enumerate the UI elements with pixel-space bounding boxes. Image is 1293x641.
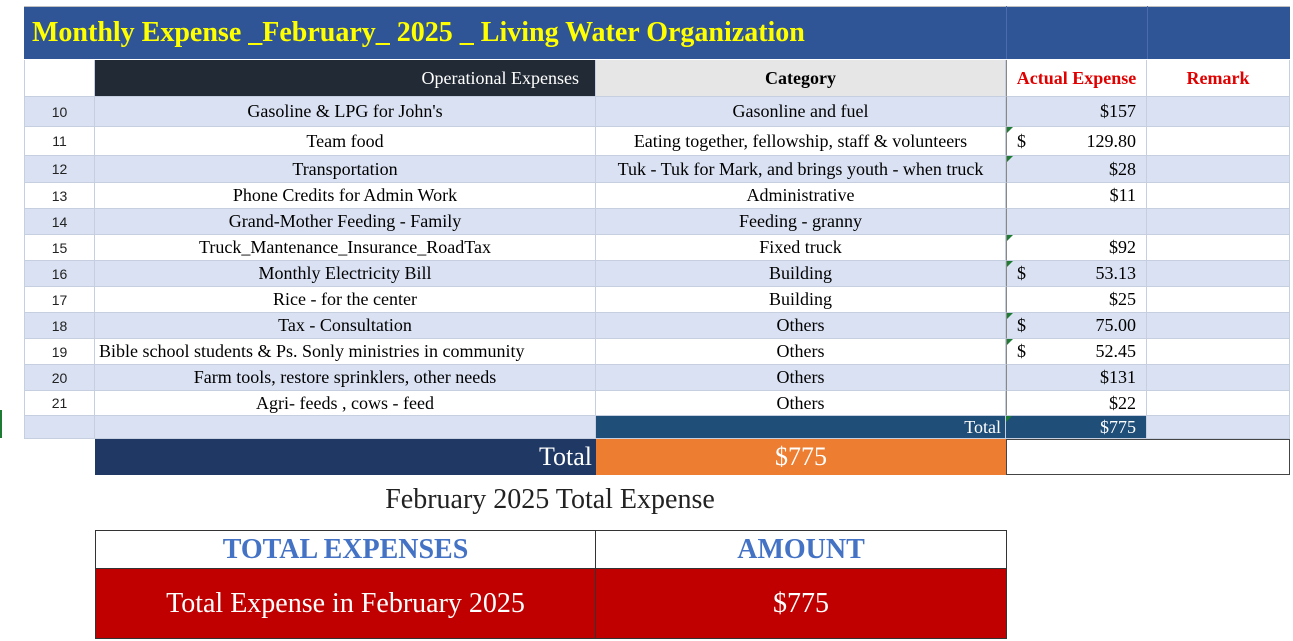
category-label: Others: [776, 367, 825, 387]
amount-value: $157: [1100, 101, 1136, 121]
row-number: 13: [51, 187, 68, 204]
amount-value: $92: [1109, 237, 1136, 257]
item-label: Team food: [306, 130, 384, 151]
item-label: Gasoline & LPG for John's: [247, 101, 443, 121]
amount-wrapper: [1007, 209, 1146, 234]
row-number: 15: [51, 239, 68, 256]
amount-wrapper: [1007, 127, 1146, 155]
grand-total-value-cell[interactable]: [596, 439, 1006, 475]
amount-cell[interactable]: [1006, 209, 1147, 235]
subtotal-label: Total: [964, 416, 1001, 437]
amount-wrapper: [1007, 261, 1146, 286]
amount-cell[interactable]: [1006, 97, 1147, 127]
amount-wrapper: [1007, 365, 1146, 390]
amount-value: 53.13: [1095, 263, 1136, 283]
item-cell[interactable]: [95, 365, 596, 391]
summary-heading: February 2025 Total Expense: [385, 484, 715, 515]
item-cell[interactable]: [95, 183, 596, 209]
amount-cell[interactable]: [1006, 339, 1147, 365]
title-bar[interactable]: [24, 6, 1290, 59]
category-label: Tuk - Tuk for Mark, and brings youth - when truck: [617, 158, 984, 179]
category-cell[interactable]: [596, 183, 1006, 209]
header-operational[interactable]: [95, 60, 596, 97]
row-number: 19: [51, 343, 68, 360]
amount-value: $22: [1109, 392, 1136, 413]
amount-cell[interactable]: [1006, 261, 1147, 287]
item-label: Phone Credits for Admin Work: [232, 185, 458, 205]
row-number-cell[interactable]: [24, 287, 95, 313]
note-marker: [1007, 313, 1013, 319]
summary-row-value: $775: [773, 587, 829, 619]
amount-cell[interactable]: [1006, 391, 1147, 416]
amount-cell[interactable]: [1006, 183, 1147, 209]
amount-cell[interactable]: [1006, 127, 1147, 156]
subtotal-value-cell[interactable]: [1006, 416, 1147, 439]
title-grid-line: [1147, 6, 1148, 59]
item-cell[interactable]: [95, 339, 596, 365]
grand-total-label-cell[interactable]: [95, 439, 596, 475]
row-number-cell[interactable]: [24, 339, 95, 365]
category-cell[interactable]: [596, 209, 1006, 235]
amount-value: 52.45: [1095, 341, 1136, 361]
header-actual-label: Actual Expense: [1016, 67, 1137, 88]
item-label: Agri- feeds , cows - feed: [256, 392, 434, 413]
row-number-cell[interactable]: [24, 97, 95, 127]
amount-wrapper: [1007, 235, 1146, 260]
category-cell[interactable]: [596, 156, 1006, 183]
row-number-cell[interactable]: [24, 391, 95, 416]
item-label: Farm tools, restore sprinklers, other needs: [193, 367, 497, 387]
category-label: Eating together, fellowship, staff & volunteers: [633, 130, 968, 151]
row-number-cell[interactable]: [24, 261, 95, 287]
category-cell[interactable]: [596, 97, 1006, 127]
row-number-cell[interactable]: [24, 209, 95, 235]
subtotal-value: $775: [1100, 416, 1136, 437]
currency-symbol: $: [1017, 341, 1026, 361]
remark-cell[interactable]: [1147, 287, 1290, 313]
category-label: Others: [776, 315, 825, 335]
category-label: Others: [776, 341, 825, 361]
remark-cell[interactable]: [1147, 365, 1290, 391]
summary-row-value-cell[interactable]: [596, 569, 1006, 638]
grand-total-value: $775: [775, 442, 827, 471]
grand-total-label: Total: [538, 442, 592, 471]
item-cell[interactable]: [95, 235, 596, 261]
row-number-cell[interactable]: [24, 365, 95, 391]
row-number: 21: [51, 395, 68, 411]
row-number: 11: [52, 133, 67, 149]
category-label: Others: [776, 392, 825, 413]
header-rownum-cell[interactable]: [24, 60, 95, 97]
item-cell[interactable]: [95, 313, 596, 339]
header-category[interactable]: [596, 60, 1006, 97]
category-label: Gasonline and fuel: [732, 101, 869, 121]
category-cell[interactable]: [596, 365, 1006, 391]
summary-col2-header[interactable]: [596, 531, 1006, 569]
note-marker: [1007, 235, 1013, 241]
category-label: Building: [768, 289, 832, 309]
category-cell[interactable]: [596, 391, 1006, 416]
amount-cell[interactable]: [1006, 365, 1147, 391]
grand-total-remark-cell[interactable]: [1006, 439, 1290, 475]
item-cell[interactable]: [95, 287, 596, 313]
summary-row-label-cell[interactable]: [96, 569, 596, 638]
item-cell[interactable]: [95, 156, 596, 183]
remark-cell[interactable]: [1147, 97, 1290, 127]
category-cell[interactable]: [596, 339, 1006, 365]
subtotal-rownum-cell[interactable]: [24, 416, 95, 439]
note-marker: [1006, 416, 1012, 422]
amount-wrapper: [1007, 97, 1146, 126]
category-cell[interactable]: [596, 313, 1006, 339]
item-cell[interactable]: [95, 261, 596, 287]
amount-cell[interactable]: [1006, 235, 1147, 261]
amount-cell[interactable]: [1006, 156, 1147, 183]
remark-cell[interactable]: [1147, 339, 1290, 365]
summary-col1-header[interactable]: [96, 531, 596, 569]
summary-col1-label: TOTAL EXPENSES: [222, 533, 469, 565]
item-cell[interactable]: [95, 209, 596, 235]
amount-wrapper: [1007, 313, 1146, 338]
currency-symbol: $: [1017, 263, 1026, 283]
category-cell[interactable]: [596, 235, 1006, 261]
amount-value: $25: [1109, 289, 1136, 309]
item-cell[interactable]: [95, 391, 596, 416]
sheet-title: Monthly Expense _February_ 2025 _ Living Water Organization: [32, 17, 805, 48]
row-number-cell[interactable]: [24, 127, 95, 156]
selection-edge-marker: [0, 410, 2, 438]
remark-cell[interactable]: [1147, 313, 1290, 339]
amount-value: $11: [1109, 185, 1136, 205]
item-cell[interactable]: [95, 97, 596, 127]
item-cell[interactable]: [95, 127, 596, 156]
currency-symbol: $: [1017, 315, 1026, 335]
category-cell[interactable]: [596, 127, 1006, 156]
remark-cell[interactable]: [1147, 209, 1290, 235]
remark-cell[interactable]: [1147, 391, 1290, 416]
amount-wrapper: [1007, 391, 1146, 415]
amount-cell[interactable]: [1006, 287, 1147, 313]
remark-cell[interactable]: [1147, 235, 1290, 261]
amount-value: $131: [1100, 367, 1136, 387]
category-label: Fixed truck: [759, 237, 842, 257]
amount-wrapper: [1007, 287, 1146, 312]
item-label: Truck_Mantenance_Insurance_RoadTax: [199, 237, 491, 257]
amount-value: 129.80: [1086, 130, 1136, 151]
amount-wrapper: [1007, 339, 1146, 364]
row-number-cell[interactable]: [24, 183, 95, 209]
row-number: 20: [51, 369, 68, 386]
row-number: 14: [51, 213, 68, 230]
note-marker: [1007, 261, 1013, 267]
amount-value: 75.00: [1095, 315, 1136, 335]
header-operational-label: Operational Expenses: [421, 67, 579, 88]
amount-cell[interactable]: [1006, 313, 1147, 339]
amount-value: $28: [1109, 158, 1136, 179]
category-label: Building: [768, 263, 832, 283]
item-label: Bible school students & Ps. Sonly ministries in community: [99, 341, 525, 361]
subtotal-label-cell[interactable]: [596, 416, 1006, 439]
row-number-cell[interactable]: [24, 156, 95, 183]
item-label: Grand-Mother Feeding - Family: [228, 211, 462, 231]
title-grid-line: [1006, 6, 1007, 59]
category-cell[interactable]: [596, 261, 1006, 287]
item-label: Transportation: [292, 158, 398, 179]
header-remark-label: Remark: [1186, 67, 1250, 88]
summary-row-label: Total Expense in February 2025: [166, 587, 525, 619]
item-label: Tax - Consultation: [278, 315, 412, 335]
category-cell[interactable]: [596, 287, 1006, 313]
currency-symbol: $: [1017, 130, 1026, 151]
header-category-label: Category: [765, 67, 836, 88]
note-marker: [1007, 339, 1013, 345]
header-actual[interactable]: [1006, 60, 1147, 97]
item-label: Monthly Electricity Bill: [258, 263, 432, 283]
note-marker: [1007, 127, 1013, 133]
remark-cell[interactable]: [1147, 127, 1290, 156]
header-remark[interactable]: [1147, 60, 1290, 97]
row-number: 16: [51, 265, 68, 282]
row-number: 12: [51, 161, 68, 177]
subtotal-remark-cell[interactable]: [1147, 416, 1290, 439]
row-number: 10: [51, 103, 68, 120]
category-label: Administrative: [746, 185, 855, 205]
remark-cell[interactable]: [1147, 261, 1290, 287]
row-number: 17: [51, 291, 68, 308]
remark-cell[interactable]: [1147, 156, 1290, 183]
amount-wrapper: [1007, 156, 1146, 182]
amount-wrapper: [1007, 183, 1146, 208]
row-number: 18: [51, 317, 68, 334]
summary-col2-label: AMOUNT: [737, 533, 865, 565]
row-number-cell[interactable]: [24, 313, 95, 339]
item-label: Rice - for the center: [273, 289, 417, 309]
note-marker: [1007, 156, 1013, 162]
summary-table: [95, 530, 1007, 639]
row-number-cell[interactable]: [24, 235, 95, 261]
category-label: Feeding - granny: [739, 211, 862, 231]
remark-cell[interactable]: [1147, 183, 1290, 209]
subtotal-item-cell[interactable]: [95, 416, 596, 439]
